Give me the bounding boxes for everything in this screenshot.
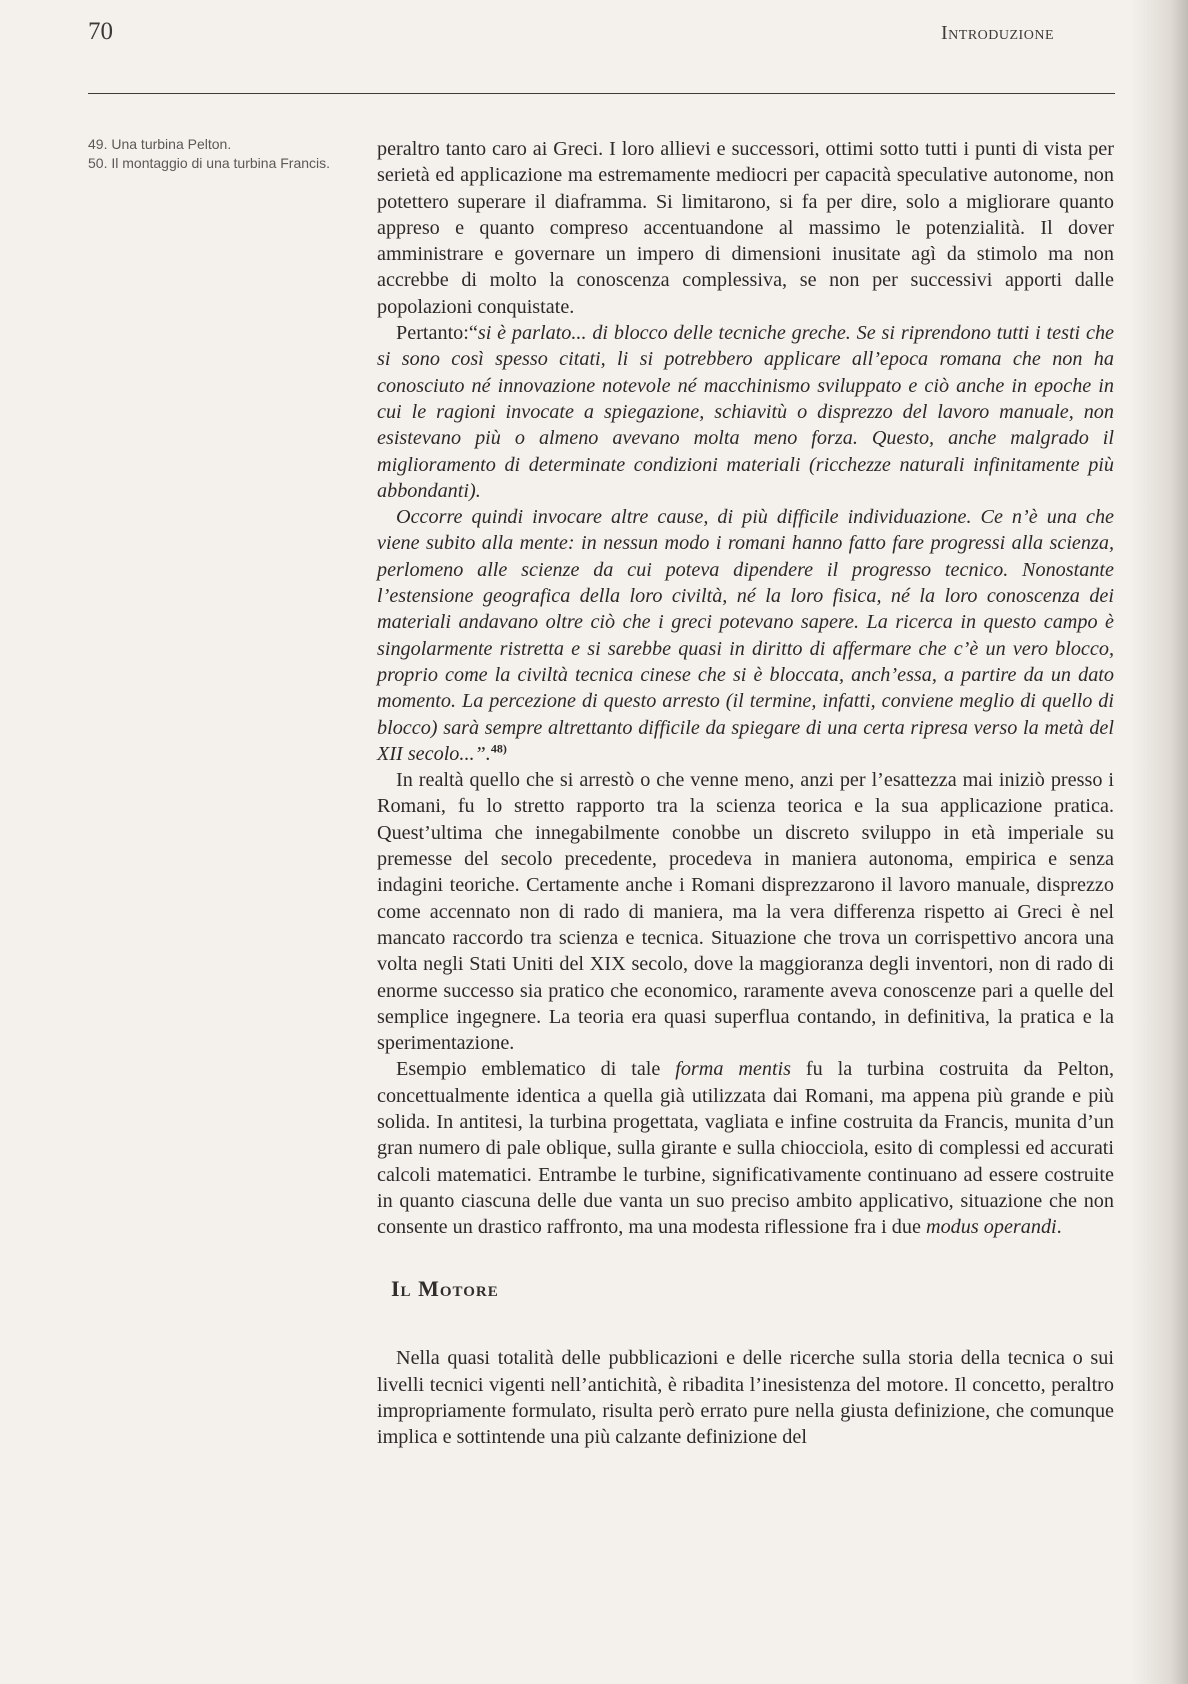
paragraph-2: [377, 320, 1114, 504]
quotation-part-2: Occorre quindi invocare altre cause, di più difficile individuazione. Ce n’è una che viene subito alla mente: in nessun modo i romani hanno fatto fare progressi alla scienza, perlomeno alle scienze da cui poteva dipendere il progresso tecnico. Nonostante l’estensione geografica della loro civiltà, né la loro fisica, né la loro conoscenza dei materiali andavano oltre ciò che i greci potevano sapere. La ricerca in questo campo è singolarmente ristretta e si sarebbe quasi in diritto di affermare che c’è un vero blocco, proprio come la civiltà tecnica cinese che si è bloccata, anch’essa, a partire da un dato momento. La percezione di questo arresto (il termine, infatti, conviene meglio di quello di blocco) sarà sempre altrettanto difficile da spiegare di una certa ripresa verso la metà del XII secolo: [377, 506, 1114, 765]
caption-49: 49. Una turbina Pelton.: [88, 136, 232, 152]
header-rule: [88, 93, 1115, 94]
figure-captions: [88, 135, 338, 173]
paragraph-5-part-a: Esempio emblematico di tale: [396, 1058, 676, 1081]
page-number: 70: [88, 18, 113, 45]
paragraph-3: [377, 504, 1114, 767]
paragraph-1: peraltro tanto caro ai Greci. I loro allievi e successori, ottimi sotto tutti i punti di vista per serietà ed applicazione ma estremamente mediocri per capacità speculative autonome, non potettero superare il diaframma. Si limitarono, si fa per dire, solo a migliorare quanto appreso e quanto compreso accentuandone al massimo le potenzialità. Il dover amministrare e governare un impero di dimensioni inusitate agì da stimolo ma non accrebbe di molto la conoscenza complessiva, se non per successivi apporti dalle popolazioni conquistate.: [377, 138, 1114, 318]
quotation-part-1: si è parlato... di blocco delle tecniche greche. Se si riprendono tutti i testi che si sono così spesso citati, li si potrebbero applicare all’epoca romana che non ha conosciuto né innovazione notevole né macchinismo sviluppato e ciò anche in epoche in cui le ragioni invocate a spiegazione, schiavitù o disprezzo del lavoro manuale, non esistevano più o almeno avevano molta meno forza. Questo, anche malgrado il miglioramento di determinate condizioni materiali (ricchezze naturali infinitamente più abbondanti).: [377, 322, 1114, 502]
quotation-close: ...”.: [459, 742, 491, 765]
binding-shadow: [1130, 0, 1188, 1684]
footnote-marker: 48): [490, 741, 507, 756]
caption-50: 50. Il montaggio di una turbina Francis.: [88, 155, 331, 171]
paragraph-4: In realtà quello che si arrestò o che venne meno, anzi per l’esattezza mai iniziò presso i Romani, fu lo stretto rapporto tra la scienza teorica e la sua applicazione pratica. Quest’ultima che innegabilmente conobbe un discreto sviluppo in età imperiale su premesse del secolo precedente, procedeva in maniera autonoma, empirica e senza indagini teoriche. Certamente anche i Romani disprezzarono il lavoro manuale, disprezzo come accennato non di rado di maniera, ma la vera differenza rispetto ai Greci è nel mancato raccordo tra scienza e tecnica. Situazione che trova un corrispettivo ancora una volta negli Stati Uniti del XIX secolo, dove la maggioranza degli inventori, non di rado di enorme successo sia pratico che economico, raramente aveva conoscenze pari a quelle del semplice ingegnere. La teoria era quasi superflua contando, in definitiva, la pratica e la sperimentazione.: [377, 769, 1114, 1055]
main-text-column: [377, 136, 1114, 1451]
running-head: Introduzione: [941, 22, 1054, 44]
term-modus-operandi: modus operandi: [926, 1216, 1057, 1239]
paragraph-5-part-b: fu la turbina costruita da Pelton, concettualmente identica a quella già utilizzata dai Romani, ma appena più grande e più solida. In antitesi, la turbina progettata, vagliata e infine costruita da Francis, munita d’un gran numero di pale oblique, sulla girante e sulla chiocciola, esito di complessi ed accurati calcoli matematici. Entrambe le turbine, significativamente continuano ad essere costruite in quanto ciascuna delle due vanta un suo preciso ambito applicativo, situazione che non consente un drastico raffronto, ma una modesta riflessione fra i due: [377, 1058, 1115, 1239]
section-title: Il Motore: [391, 1276, 499, 1302]
term-forma-mentis: forma mentis: [675, 1058, 792, 1081]
paragraph-5: [377, 1056, 1114, 1240]
paragraph-2-lead: Pertanto:“: [396, 322, 478, 345]
paragraph-6: Nella quasi totalità delle pubblicazioni e delle ricerche sulla storia della tecnica o sui livelli tecnici vigenti nell’antichità, è ribadita l’inesistenza del motore. Il concetto, peraltro impropriamente formulato, risulta però errato pure nella giusta definizione, che comunque implica e sottintende una più calzante definizione del: [377, 1347, 1114, 1449]
paragraph-5-end: .: [1056, 1216, 1062, 1239]
